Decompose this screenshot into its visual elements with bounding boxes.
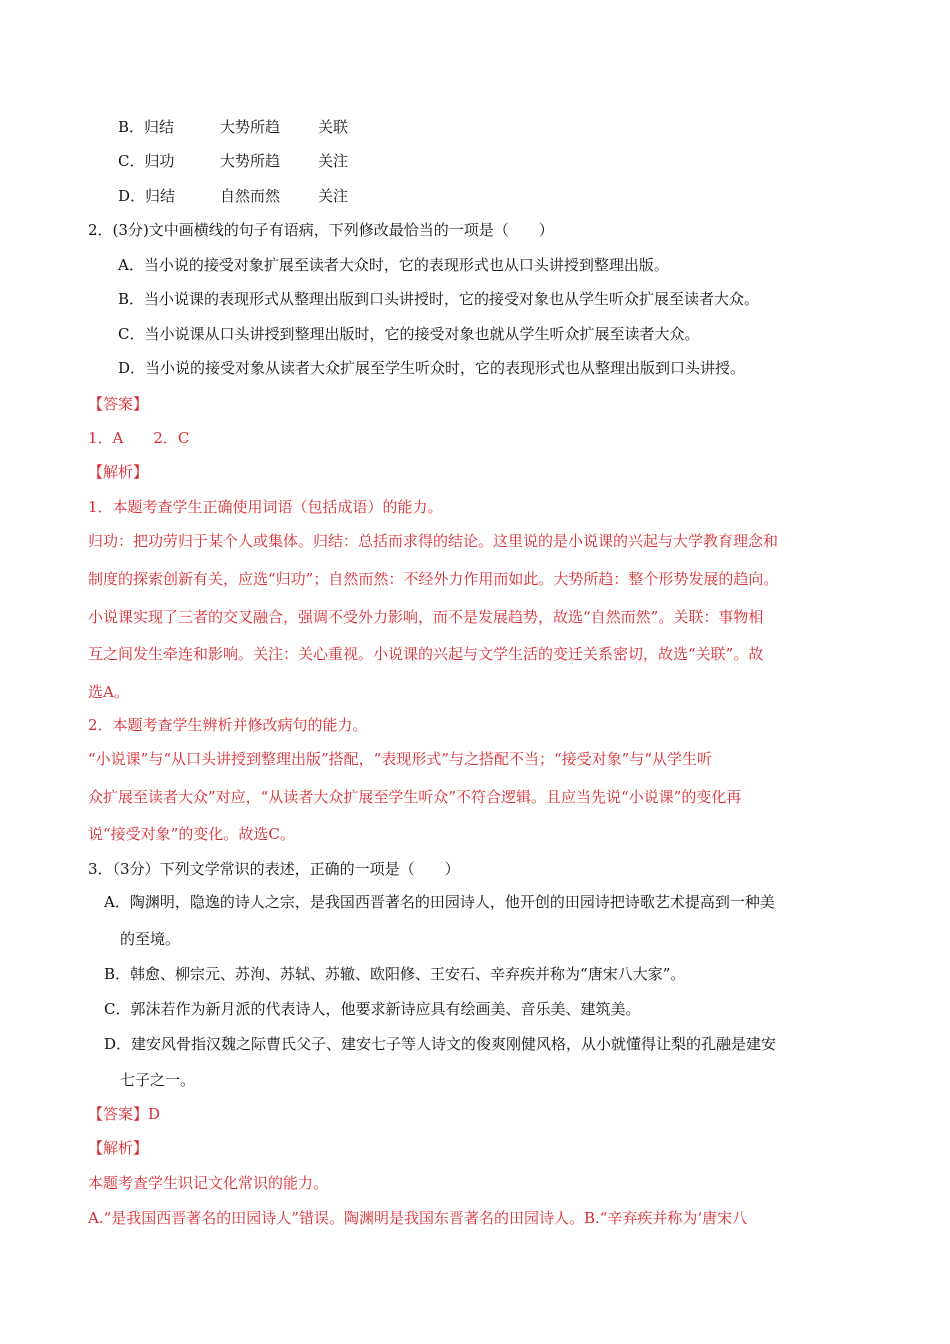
analysis3-heading: 【解析】	[88, 1139, 149, 1157]
analysis3-line: A.“是我国西晋著名的田园诗人”错误。陶渊明是我国东晋著名的田园诗人。B.“辛弃疾并称为‘唐宋八	[88, 1209, 748, 1227]
answer-heading: 【答案】	[88, 395, 149, 413]
q1-option-b: B．归结 大势所趋 关联	[118, 118, 349, 136]
q3-option-c: C．郭沫若作为新月派的代表诗人，他要求新诗应具有绘画美、音乐美、建筑美。	[104, 1000, 641, 1018]
q2-stem: 2．(3分)文中画横线的句子有语病，下列修改最恰当的一项是（ ）	[88, 221, 554, 239]
q3-stem: 3．（3分）下列文学常识的表述，正确的一项是（ ）	[88, 860, 460, 878]
answer-value: 1．A 2．C	[88, 429, 190, 447]
analysis-line: 互之间发生牵连和影响。关注：关心重视。小说课的兴起与文学生活的变迁关系密切，故选“关联”。故	[88, 645, 764, 663]
answer3-heading: 【答案】	[88, 1105, 149, 1123]
q3-option-a-cont: 的至境。	[120, 930, 181, 948]
analysis-line: 众扩展至读者大众”对应，“从读者大众扩展至学生听众”不符合逻辑。且应当先说“小说课”的变化再	[88, 788, 742, 806]
analysis-line: 说“接受对象”的变化。故选C。	[88, 825, 295, 843]
analysis-line: 选A。	[88, 683, 129, 701]
q3-option-d-cont: 七子之一。	[120, 1071, 196, 1089]
q2-option-d: D．当小说的接受对象从读者大众扩展至学生听众时，它的表现形式也从整理出版到口头讲授。	[118, 359, 746, 377]
q3-option-a: A．陶渊明，隐逸的诗人之宗，是我国西晋著名的田园诗人，他开创的田园诗把诗歌艺术提高到一种美	[104, 893, 775, 911]
analysis3-line: 本题考查学生识记文化常识的能力。	[88, 1174, 329, 1192]
answer3	[88, 1103, 870, 1125]
analysis-line: 小说课实现了三者的交叉融合，强调不受外力影响，而不是发展趋势，故选“自然而然”。关联：事物相	[88, 608, 764, 626]
analysis-line: 制度的探索创新有关，应选“归功”；自然而然：不经外力作用而如此。大势所趋：整个形势发展的趋向。	[88, 570, 779, 588]
answer3-value: D	[148, 1105, 161, 1123]
analysis-line: 归功：把功劳归于某个人或集体。归结：总括而求得的结论。这里说的是小说课的兴起与大学教育理念和	[88, 532, 779, 550]
analysis-heading: 【解析】	[88, 463, 149, 481]
q2-option-b: B．当小说课的表现形式从整理出版到口头讲授时，它的接受对象也从学生听众扩展至读者大众。	[118, 290, 760, 308]
analysis-line: 1．本题考查学生正确使用词语（包括成语）的能力。	[88, 498, 443, 516]
q3-option-b: B．韩愈、柳宗元、苏洵、苏轼、苏辙、欧阳修、王安石、辛弃疾并称为“唐宋八大家”。	[104, 965, 686, 983]
q2-option-c: C．当小说课从口头讲授到整理出版时，它的接受对象也就从学生听众扩展至读者大众。	[118, 325, 700, 343]
q2-option-a: A．当小说的接受对象扩展至读者大众时，它的表现形式也从口头讲授到整理出版。	[118, 256, 669, 274]
q1-option-d: D．归结 自然而然 关注	[118, 187, 349, 205]
q1-option-c: C．归功 大势所趋 关注	[118, 152, 349, 170]
q3-option-d: D．建安风骨指汉魏之际曹氏父子、建安七子等人诗文的俊爽刚健风格，从小就懂得让梨的孔融是建安	[104, 1035, 777, 1053]
analysis-line: 2．本题考查学生辨析并修改病句的能力。	[88, 716, 368, 734]
analysis-line: “小说课”与“从口头讲授到整理出版”搭配，“表现形式”与之搭配不当；“接受对象”与“从学生听	[88, 750, 713, 768]
